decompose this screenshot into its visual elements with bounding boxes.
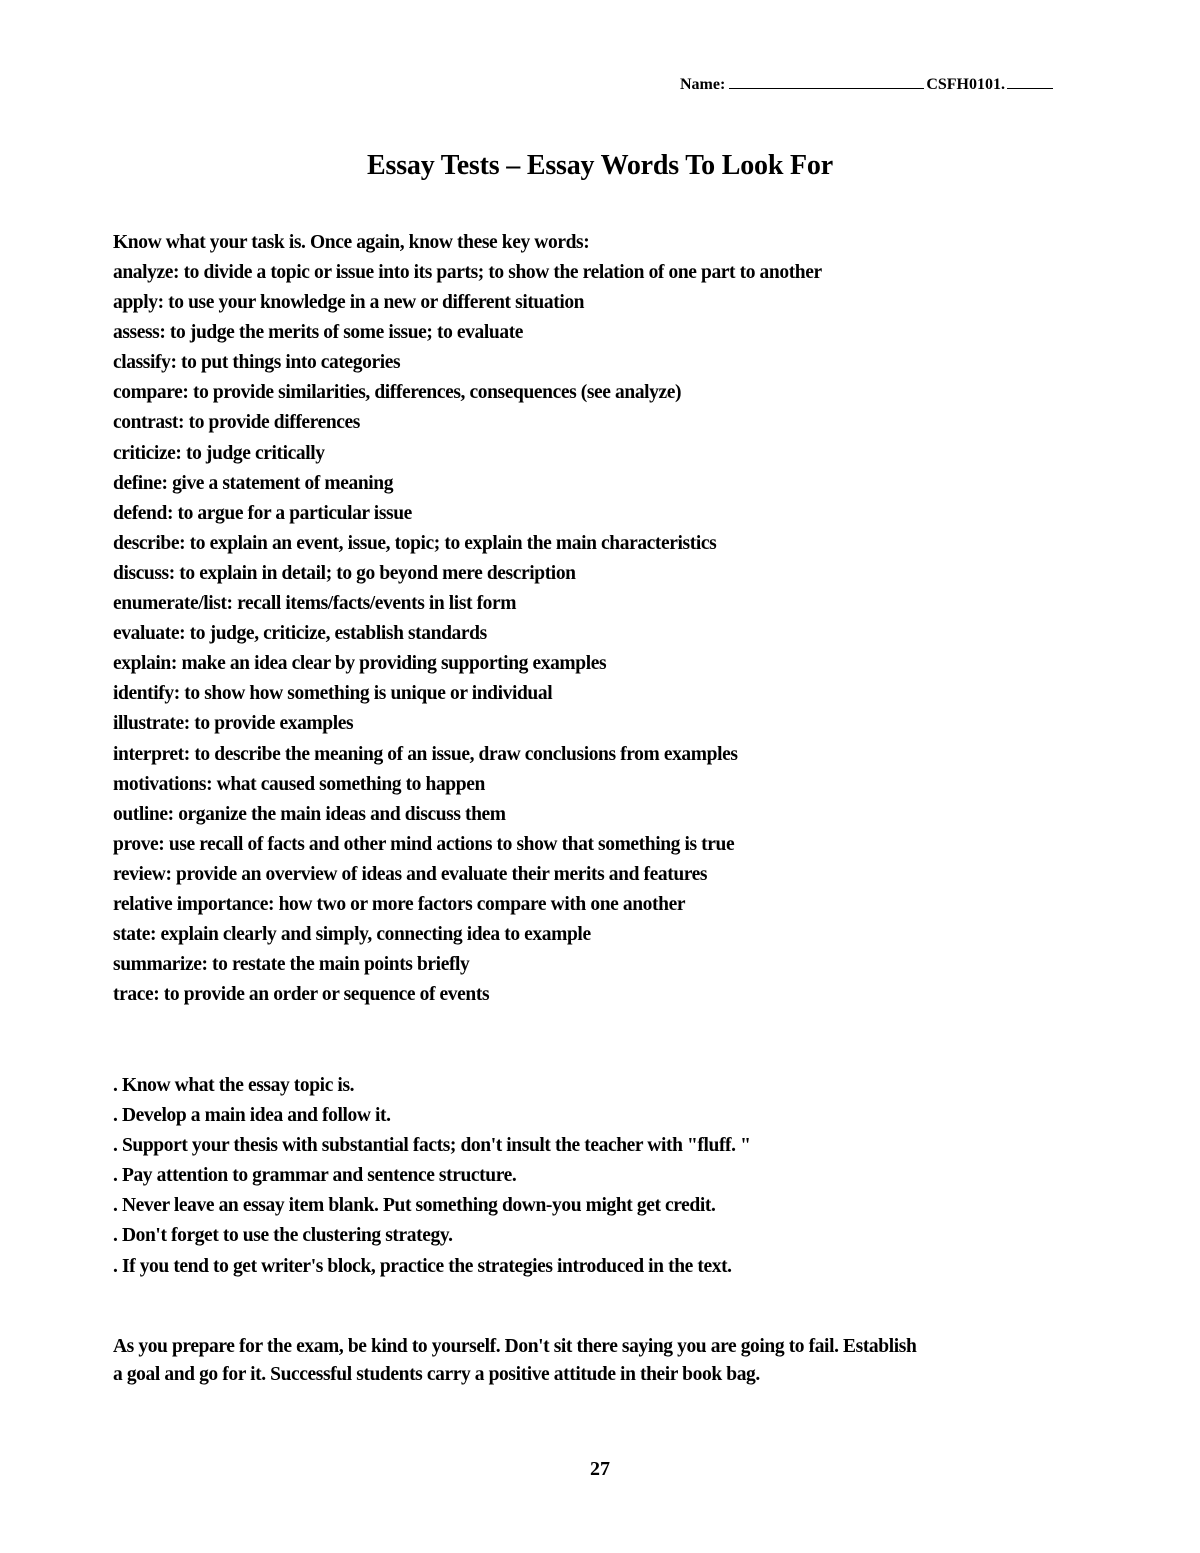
list-item: explain: make an idea clear by providing supporting examples (113, 653, 607, 675)
list-item: define: give a statement of meaning (113, 472, 394, 494)
list-item: describe: to explain an event, issue, topic; to explain the main characteristics (113, 532, 717, 554)
list-item: analyze: to divide a topic or issue into its parts; to show the relation of one part to another (113, 262, 822, 283)
closing-line: a goal and go for it. Successful students carry a positive attitude in their book bag. (113, 1364, 760, 1385)
list-item: state: explain clearly and simply, connecting idea to example (113, 924, 591, 946)
list-item: criticize: to judge critically (113, 442, 325, 464)
list-item: interpret: to describe the meaning of an issue, draw conclusions from examples (113, 743, 738, 765)
list-item: discuss: to explain in detail; to go beyond mere description (113, 562, 576, 584)
list-item: contrast: to provide differences (113, 412, 360, 434)
list-item: compare: to provide similarities, differences, consequences (see analyze) (113, 382, 682, 404)
list-item: . Never leave an essay item blank. Put something down-you might get credit. (113, 1195, 716, 1217)
name-blank (729, 74, 924, 89)
course-code: CSFH0101. (926, 76, 1005, 93)
closing-line: As you prepare for the exam, be kind to yourself. Don't sit there saying you are going to fail. Establish (113, 1336, 917, 1357)
list-item: evaluate: to judge, criticize, establish standards (113, 623, 487, 645)
list-item: classify: to put things into categories (113, 352, 401, 374)
list-item: identify: to show how something is unique or individual (113, 683, 553, 705)
list-item: enumerate/list: recall items/facts/events in list form (113, 593, 517, 615)
list-item: . Develop a main idea and follow it. (113, 1105, 391, 1127)
list-item: relative importance: how two or more factors compare with one another (113, 893, 686, 915)
list-item: . Don't forget to use the clustering strategy. (113, 1225, 453, 1247)
tips-list (113, 1071, 1093, 1282)
list-item: outline: organize the main ideas and discuss them (113, 803, 506, 825)
list-item: . Support your thesis with substantial facts; don't insult the teacher with "fluff. " (113, 1135, 751, 1157)
list-item: illustrate: to provide examples (113, 713, 354, 735)
list-item: motivations: what caused something to happen (113, 773, 485, 795)
list-item: trace: to provide an order or sequence of events (113, 984, 490, 1006)
course-code-blank (1007, 74, 1053, 89)
list-item: . Know what the essay topic is. (113, 1075, 355, 1096)
list-item: summarize: to restate the main points briefly (113, 954, 470, 976)
closing-paragraph (113, 1333, 1093, 1389)
list-item: prove: use recall of facts and other mind actions to show that something is true (113, 833, 735, 855)
list-item: apply: to use your knowledge in a new or different situation (113, 292, 585, 314)
list-item: review: provide an overview of ideas and evaluate their merits and features (113, 863, 708, 885)
page-title: Essay Tests – Essay Words To Look For (367, 150, 833, 181)
list-item: . If you tend to get writer's block, practice the strategies introduced in the text. (113, 1255, 732, 1277)
name-label: Name: (680, 76, 726, 93)
page-number: 27 (590, 1458, 610, 1480)
header-line (680, 74, 1053, 94)
list-item: defend: to argue for a particular issue (113, 502, 412, 524)
list-item: . Pay attention to grammar and sentence structure. (113, 1165, 517, 1187)
intro-text: Know what your task is. Once again, know these key words: (113, 232, 590, 253)
key-words-list (113, 258, 1093, 1010)
list-item: assess: to judge the merits of some issue; to evaluate (113, 322, 524, 344)
